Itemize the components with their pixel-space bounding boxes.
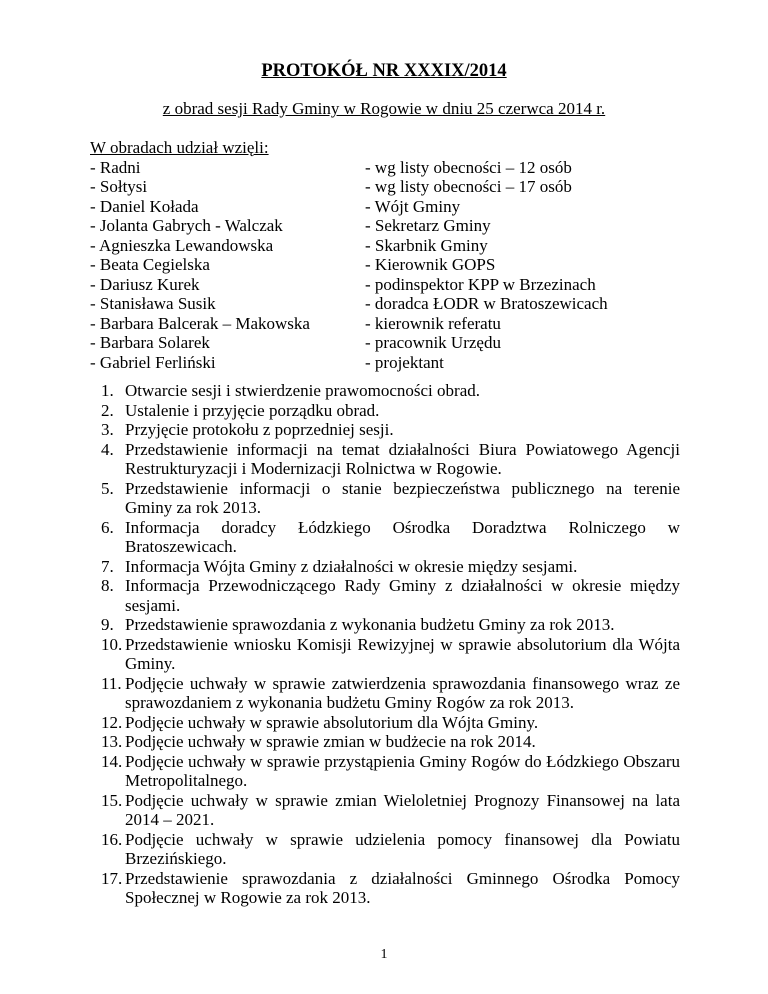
attendee-name: - Gabriel Ferliński (90, 352, 216, 372)
attendee-role: - wg listy obecności – 17 osób (365, 177, 572, 196)
agenda-item-number: 17. (101, 868, 123, 888)
agenda-item-text: Informacja Wójta Gminy z działalności w okresie między sesjami. (125, 556, 578, 576)
agenda-item-text: Przedstawienie sprawozdania z działalności Gminnego Ośrodka Pomocy Społecznej w Rogowie za rok 2013. (125, 868, 680, 907)
attendee-name: - Barbara Balcerak – Makowska (90, 313, 310, 333)
agenda-item-number: 1. (101, 381, 114, 400)
attendee-role: - Sekretarz Gminy (365, 216, 491, 235)
attendance-row (90, 275, 690, 295)
agenda-item-number: 8. (101, 576, 114, 595)
agenda-item (90, 381, 680, 401)
agenda-item-number: 12. (101, 712, 123, 732)
attendance-row (90, 236, 690, 256)
agenda-item (90, 635, 680, 674)
agenda-item-number: 3. (101, 420, 114, 439)
agenda-item (90, 401, 680, 421)
agenda-item (90, 615, 680, 635)
agenda-item-number: 6. (101, 517, 114, 537)
agenda-item-text: Przyjęcie protokołu z poprzedniej sesji. (125, 420, 394, 439)
agenda-item (90, 713, 680, 733)
document-subtitle: z obrad sesji Rady Gminy w Rogowie w dniu 25 czerwca 2014 r. (162, 99, 606, 118)
attendance-row (90, 353, 690, 373)
document-title: PROTOKÓŁ NR XXXIX/2014 (261, 61, 507, 81)
attendee-name: - Beata Cegielska (90, 255, 210, 274)
attendee-role: - pracownik Urzędu (365, 333, 501, 352)
attendee-role: - podinspektor KPP w Brzezinach (365, 274, 596, 294)
agenda-item-text: Informacja Przewodniczącego Rady Gminy z działalności w okresie między sesjami. (125, 576, 680, 615)
agenda-item-text: Ustalenie i przyjęcie porządku obrad. (125, 400, 380, 420)
page-number: 1 (380, 947, 388, 962)
agenda-item (90, 576, 680, 615)
agenda-item (90, 791, 680, 830)
agenda-item-number: 5. (101, 478, 114, 498)
agenda-item-number: 16. (101, 829, 123, 849)
attendee-role: - Kierownik GOPS (365, 255, 496, 274)
attendee-role: - kierownik referatu (365, 313, 501, 333)
attendance-row (90, 158, 690, 178)
agenda-item-number: 11. (101, 673, 122, 693)
agenda-list (90, 381, 680, 908)
agenda-item-text: Podjęcie uchwały w sprawie zmian w budżecie na rok 2014. (125, 732, 536, 751)
agenda-item-text: Podjęcie uchwały w sprawie zatwierdzenia sprawozdania finansowego wraz ze sprawozdaniem z wykonania budżetu Gminy Rogów za rok 2013. (125, 673, 680, 712)
attendee-name: - Dariusz Kurek (90, 274, 200, 294)
agenda-item-text: Przedstawienie sprawozdania z wykonania budżetu Gminy za rok 2013. (125, 615, 615, 634)
agenda-item-number: 2. (101, 400, 114, 420)
agenda-item (90, 674, 680, 713)
attendee-name: - Barbara Solarek (90, 333, 210, 352)
agenda-item-text: Przedstawienie informacji o stanie bezpieczeństwa publicznego na terenie Gminy za rok 2013. (125, 478, 680, 517)
attendee-role: - wg listy obecności – 12 osób (365, 157, 572, 177)
agenda-item-text: Informacja doradcy Łódzkiego Ośrodka Doradztwa Rolniczego w Bratoszewicach. (125, 517, 680, 556)
attendee-name: - Radni (90, 157, 141, 177)
agenda-item-number: 7. (101, 556, 114, 576)
attendance-row (90, 255, 690, 275)
attendance-row (90, 294, 690, 314)
attendance-row (90, 216, 690, 236)
agenda-item-number: 14. (101, 751, 123, 771)
attendee-name: - Jolanta Gabrych - Walczak (90, 216, 283, 235)
attendee-role: - Wójt Gminy (365, 196, 461, 216)
attendee-name: - Sołtysi (90, 177, 148, 196)
agenda-item (90, 830, 680, 869)
attendee-role: - projektant (365, 352, 444, 372)
attendance-row (90, 197, 690, 217)
attendee-role: - Skarbnik Gminy (365, 235, 488, 255)
attendee-name: - Daniel Kołada (90, 196, 199, 216)
attendance-list (90, 158, 690, 373)
agenda-item-text: Przedstawienie informacji na temat działalności Biura Powiatowego Agencji Restrukturyzacji i Modernizacji Rolnictwa w Rogowie. (125, 439, 680, 478)
agenda-item-text: Podjęcie uchwały w sprawie przystąpienia Gminy Rogów do Łódzkiego Obszaru Metropolitalnego. (125, 751, 680, 790)
attendee-name: - Stanisława Susik (90, 294, 216, 313)
attendance-heading: W obradach udział wzięli: (90, 138, 269, 157)
agenda-item (90, 752, 680, 791)
agenda-item (90, 518, 680, 557)
agenda-item-number: 9. (101, 615, 114, 634)
attendee-role: - doradca ŁODR w Bratoszewicach (365, 294, 608, 313)
agenda-item-text: Otwarcie sesji i stwierdzenie prawomocności obrad. (125, 381, 480, 400)
agenda-item-number: 13. (101, 732, 123, 751)
agenda-item-text: Podjęcie uchwały w sprawie absolutorium dla Wójta Gminy. (125, 712, 539, 732)
agenda-item (90, 420, 680, 440)
agenda-item-text: Podjęcie uchwały w sprawie zmian Wieloletniej Prognozy Finansowej na lata 2014 – 2021. (125, 790, 680, 829)
attendance-row (90, 177, 690, 197)
agenda-item-text: Podjęcie uchwały w sprawie udzielenia pomocy finansowej dla Powiatu Brzezińskiego. (125, 829, 680, 868)
agenda-item (90, 479, 680, 518)
attendance-row (90, 333, 690, 353)
attendance-row (90, 314, 690, 334)
agenda-item-number: 10. (101, 634, 123, 654)
agenda-item (90, 869, 680, 908)
agenda-item-number: 4. (101, 439, 114, 459)
agenda-item-number: 15. (101, 790, 123, 810)
agenda-item (90, 440, 680, 479)
attendee-name: - Agnieszka Lewandowska (90, 235, 274, 255)
agenda-item (90, 557, 680, 577)
agenda-item-text: Przedstawienie wniosku Komisji Rewizyjnej w sprawie absolutorium dla Wójta Gminy. (125, 634, 680, 673)
agenda-item (90, 732, 680, 752)
